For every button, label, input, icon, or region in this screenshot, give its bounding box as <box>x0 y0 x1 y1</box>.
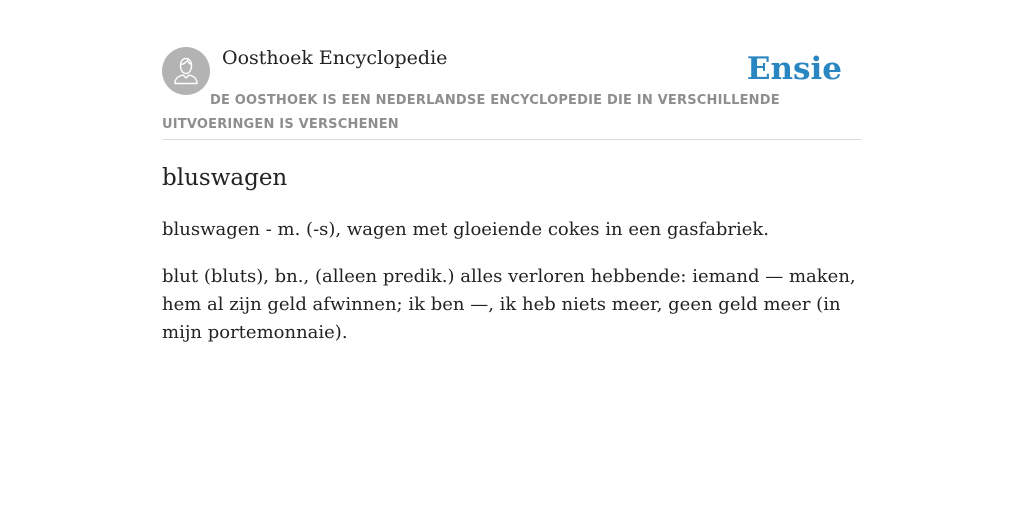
entry-paragraph: bluswagen - m. (-s), wagen met gloeiende cokes in een gasfabriek. <box>162 219 770 240</box>
entry-title: bluswagen <box>162 165 288 191</box>
ensie-logo[interactable]: Ensie <box>746 51 842 87</box>
user-avatar-icon[interactable] <box>162 47 210 95</box>
entry-body <box>162 216 862 366</box>
site-header <box>162 0 862 140</box>
site-name[interactable]: Oosthoek Encyclopedie <box>222 47 448 69</box>
page-container <box>162 0 862 343</box>
site-subtitle: DE OOSTHOEK IS EEN NEDERLANDSE ENCYCLOPEDIE DIE IN VERSCHILLENDE UITVOERINGEN IS VERSCHENEN <box>162 93 780 132</box>
entry-paragraph: blut (bluts), bn., (alleen predik.) alles verloren hebbende: iemand — maken, hem al zijn geld afwinnen; ik ben —, ik heb niets meer, geen geld meer (in mijn portemonnaie). <box>162 266 856 343</box>
